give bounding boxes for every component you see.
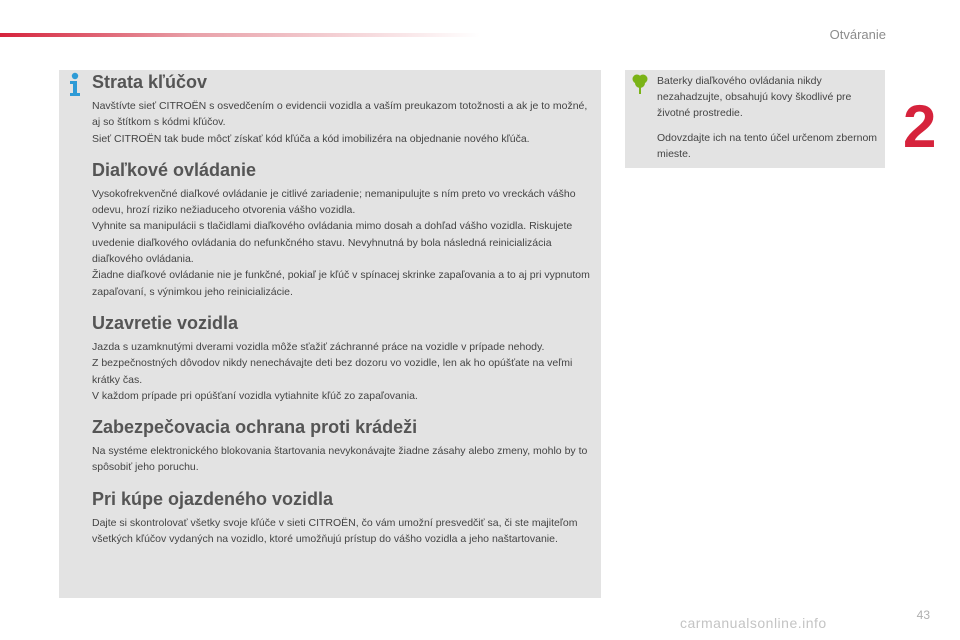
header-accent-bar	[0, 33, 480, 37]
paragraph: Dajte si skontrolovať všetky svoje kľúče v sieti CITROËN, čo vám umožní presvedčiť sa, či ste majiteľom všetkých kľúčov vydaných na vozidlo, ktoré umožňujú prístup do vášho vozidla a jeho naštartovanie.	[92, 516, 578, 546]
info-icon	[66, 72, 84, 98]
section-lost-keys	[92, 71, 592, 147]
eco-note-paragraph: Baterky diaľkového ovládania nikdy nezahadzujte, obsahujú kovy škodlivé pre životné prostredie.	[657, 75, 852, 119]
paragraph: Navštívte sieť CITROËN s osvedčením o evidencii vozidla a vaším preukazom totožnosti a ak je to možné, aj so štítkom s kódmi kľúčov. Sieť CITROËN tak bude môcť získať kód kľúča a kód imobilizéra na objednanie nového kľúča.	[92, 100, 588, 145]
section-title-used-vehicle: Pri kúpe ojazdeného vozidla	[92, 488, 334, 509]
section-title-anti-theft: Zabezpečovacia ochrana proti krádeži	[92, 417, 418, 438]
paragraph: Na systéme elektronického blokovania štartovania nevykonávajte žiadne zásahy alebo zmeny, mohlo by to spôsobiť jeho poruchu.	[92, 445, 588, 474]
chapter-number: 2	[903, 93, 937, 160]
section-title-vehicle-locking: Uzavretie vozidla	[92, 312, 239, 333]
leaf-icon	[631, 73, 649, 95]
section-remote-control	[92, 159, 592, 300]
section-anti-theft	[92, 416, 592, 476]
eco-note-content	[657, 73, 879, 162]
section-title: Otváranie	[829, 27, 886, 42]
watermark: carmanualsonline.info	[680, 615, 827, 631]
section-vehicle-locking	[92, 312, 592, 404]
section-title-remote-control: Diaľkové ovládanie	[92, 159, 257, 180]
paragraph: Jazda s uzamknutými dverami vozidla môže sťažiť záchranné práce na vozidle v prípade nehody. Z bezpečnostných dôvodov nikdy nenechávajte deti bez dozoru vo vozidle, len ak ho opúšťate na veľmi krátky čas. V každom prípade pri opúšťaní vozidla vytiahnite kľúč zo zapaľovania.	[92, 340, 573, 402]
paragraph: Vysokofrekvenčné diaľkové ovládanie je citlivé zariadenie; nemanipulujte s ním preto vo vreckách vášho odevu, hrozí riziko nežiaduceho otvorenia vášho vozidla. Vyhnite sa manipulácii s tlačidlami diaľkového ovládania mimo dosah a dohľad vášho vozidla. Riskujete uvedenie diaľkového ovládania do nefunkčného stavu. Nevyhnutná by bola následná reinicializácia diaľkového ovládania. Žiadne diaľkové ovládanie nie je funkčné, pokiaľ je kľúč v spínacej skrinke zapaľovania a to aj pri vypnutom zapaľovaní, s výnimkou jeho reinicializácie.	[92, 187, 590, 298]
eco-note-paragraph: Odovzdajte ich na tento účel určenom zbernom mieste.	[657, 132, 878, 160]
section-title-lost-keys: Strata kľúčov	[92, 72, 207, 92]
main-content	[92, 71, 592, 547]
page-number: 43	[916, 608, 930, 622]
section-used-vehicle	[92, 488, 592, 548]
